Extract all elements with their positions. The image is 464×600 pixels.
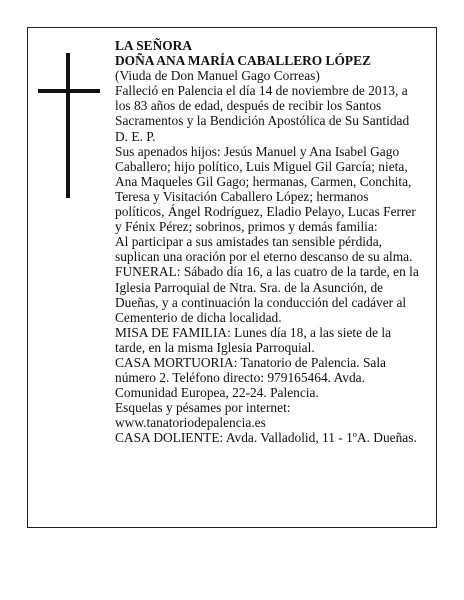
funeral-paragraph: FUNERAL: Sábado día 16, a las cuatro de la tarde, en la Iglesia Parroquial de Ntra. Sra. de la Asunción, de Dueñas, y a continuación la conducción del cadáver al Cementerio de dicha localidad.: [115, 264, 419, 325]
request-paragraph: Al participar a sus amistades tan sensible pérdida, suplican una oración por el eterno descanso de su alma.: [115, 234, 413, 265]
website-link[interactable]: www.tanatoriodepalencia.es: [115, 415, 266, 431]
deceased-name: DOÑA ANA MARÍA CABALLERO LÓPEZ: [115, 53, 371, 69]
notice-text: [115, 38, 420, 446]
family-mass-paragraph: MISA DE FAMILIA: Lunes día 18, a las siete de la tarde, en la misma Iglesia Parroquial.: [115, 324, 392, 355]
home-paragraph: CASA DOLIENTE: Avda. Valladolid, 11 - 1ºA. Dueñas.: [115, 430, 417, 446]
title-line-1: LA SEÑORA: [115, 38, 193, 53]
cross-vertical-bar: [66, 53, 70, 198]
death-paragraph: Falleció en Palencia el día 14 de noviembre de 2013, a los 83 años de edad, después de recibir los Santos Sacramentos y la Bendición Apostólica de Su Santidad D. E. P.: [115, 83, 410, 144]
family-paragraph: Sus apenados hijos: Jesús Manuel y Ana Isabel Gago Caballero; hijo político, Luis Miguel Gil García; nieta, Ana Maqueles Gil Gago; hermanas, Carmen, Conchita, Teresa y Visitación Caballero López; hermanos políticos, Ángel Rodríguez, Eladio Pelayo, Lucas Ferrer y Fénix Pérez; sobrinos, primos y demás familia:: [115, 143, 416, 235]
widow-of: (Viuda de Don Manuel Gago Correas): [115, 68, 320, 84]
cross-icon: [38, 53, 100, 198]
mortuary-paragraph: CASA MORTUORIA: Tanatorio de Palencia. Sala número 2. Teléfono directo: 979165464. Avda. Comunidad Europea, 22-24. Palencia.: [115, 354, 386, 401]
cross-horizontal-bar: [38, 89, 100, 93]
internet-line: Esquelas y pésames por internet:: [115, 400, 291, 416]
